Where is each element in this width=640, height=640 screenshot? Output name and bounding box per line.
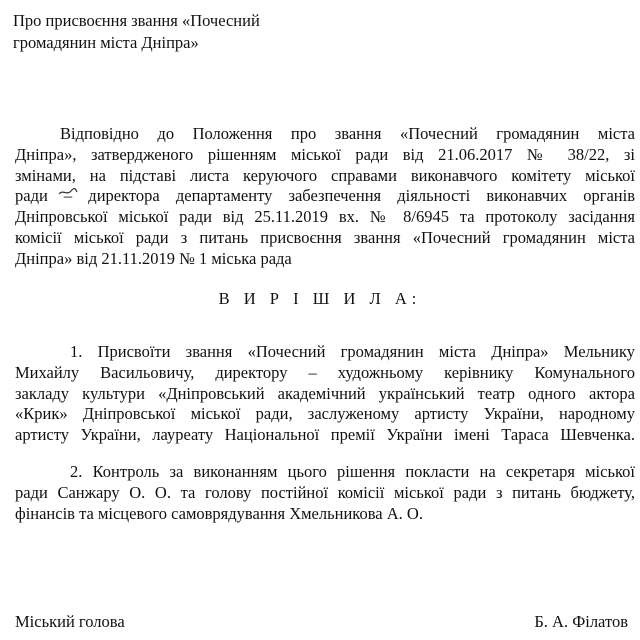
pen-mark-icon <box>58 187 78 197</box>
intro-line-4: ради – директора департаменту забезпечення діяльності виконавчих органів <box>15 186 635 206</box>
intro-line-3: змінами, на підставі листа керуючого справами виконавчого комітету міської <box>15 165 635 185</box>
decision-item-1 <box>15 342 635 446</box>
item2-line-2: ради Санжару О. О. та голову постійної комісії міської ради з питань бюджету, <box>15 482 635 502</box>
item1-line-5: артисту України, лауреату Національної премії України імені Тараса Шевченка. <box>15 425 635 445</box>
decision-heading: В И Р І Ш И Л А: <box>218 289 422 308</box>
intro-line-2: Дніпра», затвердженого рішенням міської ради від 21.06.2017 № 38/22, зі <box>15 144 635 164</box>
item1-line-1: 1. Присвоїти звання «Почесний громадянин міста Дніпра» Мельнику <box>70 342 635 361</box>
decision-item-2 <box>15 462 635 524</box>
item1-line-2: Михайлу Васильовичу, директору – художньому керівнику Комунального <box>15 362 635 382</box>
item2-line-3: фінансів та місцевого самоврядування Хмельникова А. О. <box>15 503 423 523</box>
intro-line-7: Дніпра» від 21.11.2019 № 1 міська рада <box>15 248 292 268</box>
intro-line-1: Відповідно до Положення про звання «Почесний громадянин міста <box>60 124 635 143</box>
item1-line-4: «Крик» Дніпровської міської ради, заслуженому артисту України, народному <box>15 404 635 424</box>
signatory-position: Міський голова <box>15 612 125 631</box>
intro-line-6: комісії міської ради з питань присвоєння звання «Почесний громадянин міста <box>15 227 635 247</box>
document-title <box>13 10 260 54</box>
title-line-2: громадянин міста Дніпра» <box>13 33 199 52</box>
intro-paragraph <box>15 124 635 270</box>
item2-line-1: 2. Контроль за виконанням цього рішення покласти на секретаря міської <box>70 462 635 481</box>
title-line-1: Про присвоєння звання «Почесний <box>13 11 260 30</box>
signatory-name: Б. А. Філатов <box>534 612 628 631</box>
item1-line-3: закладу культури «Дніпровський академічний український театр одного актора <box>15 383 635 403</box>
intro-line-5: Дніпровської міської ради від 25.11.2019 вх. № 8/6945 та протоколу засідання <box>15 207 635 227</box>
